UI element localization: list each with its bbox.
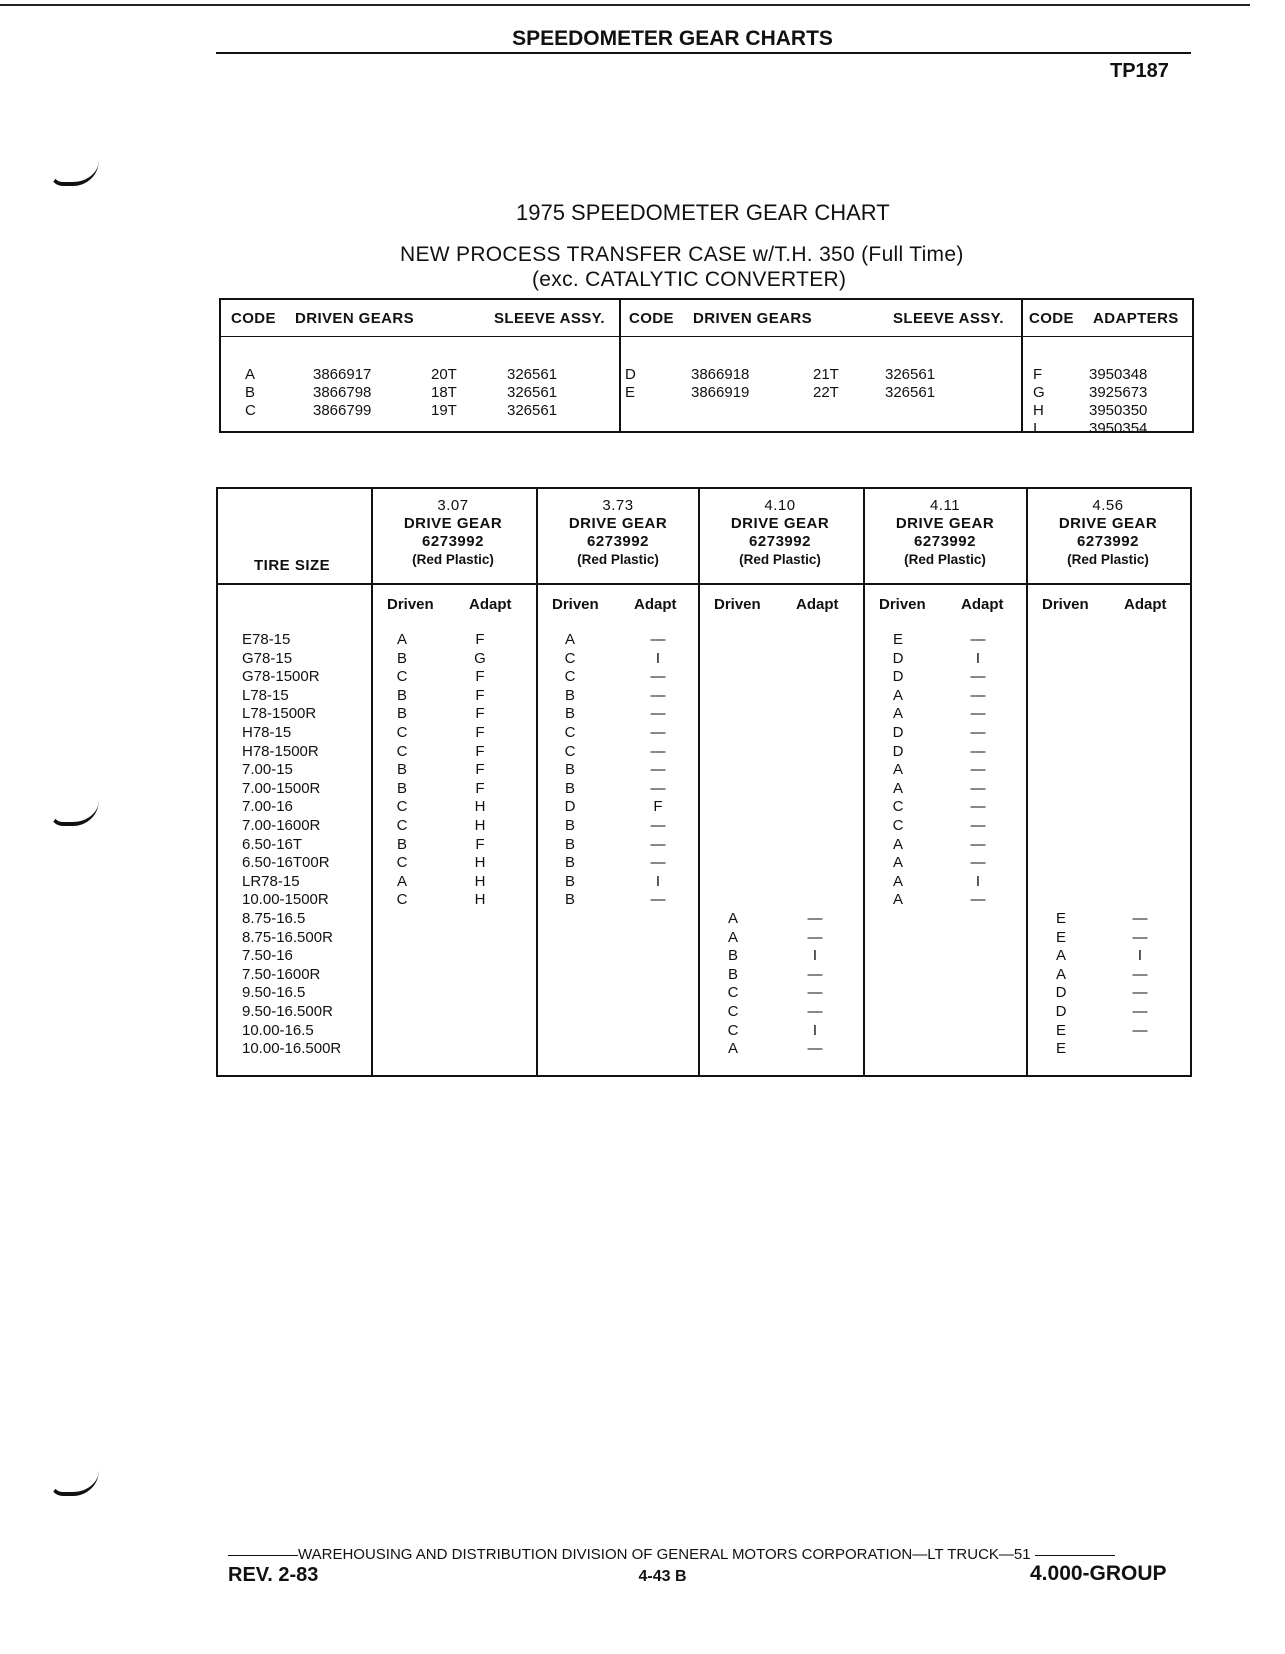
driven-gear-code: D	[892, 668, 904, 685]
driven-gear-code: C	[727, 984, 739, 1001]
driven-gear-code: C	[892, 817, 904, 834]
adapter-code: —	[1132, 910, 1148, 927]
adapter-part-number: 3950350	[1089, 402, 1148, 419]
code-header: CODE	[629, 310, 674, 327]
adapter-part-number: 3950348	[1089, 366, 1148, 383]
adapter-code: —	[1132, 1022, 1148, 1039]
driven-gear-code: B	[396, 761, 407, 778]
driven-subheader: Driven	[1042, 596, 1089, 613]
column-divider	[698, 489, 700, 1075]
driven-gear-code: B	[564, 705, 575, 722]
adapter-code: F	[1033, 366, 1043, 383]
adapter-code: F	[475, 836, 485, 853]
top-edge-rule	[0, 4, 1250, 6]
adapt-subheader: Adapt	[796, 596, 839, 613]
tire-size: 7.50-1600R	[242, 966, 321, 983]
adapter-code: —	[650, 631, 666, 648]
group-number: 4.000-GROUP	[1030, 1562, 1167, 1585]
driven-subheader: Driven	[552, 596, 599, 613]
drive-gear-label: DRIVE GEAR	[568, 515, 668, 532]
adapter-code: I	[655, 650, 661, 667]
adapter-code: —	[650, 891, 666, 908]
driven-gear-code: E	[1055, 929, 1066, 946]
tire-size: 8.75-16.5	[242, 910, 306, 927]
table-rule	[221, 336, 1192, 337]
adapter-code: —	[970, 836, 986, 853]
tire-size: 10.00-16.5	[242, 1022, 314, 1039]
drive-gear-label: DRIVE GEAR	[1058, 515, 1158, 532]
adapter-code: F	[475, 687, 485, 704]
tire-size: 7.00-15	[242, 761, 293, 778]
adapt-subheader: Adapt	[1124, 596, 1167, 613]
tire-size: 7.00-1500R	[242, 780, 321, 797]
adapter-code: F	[475, 780, 485, 797]
driven-gear-code: B	[564, 891, 575, 908]
drive-gear-part-number: 6273992	[914, 533, 976, 550]
tire-size-chart	[216, 487, 1192, 1077]
column-divider	[619, 300, 621, 431]
adapter-code: I	[812, 1022, 818, 1039]
gear-teeth: 22T	[813, 384, 839, 401]
adapter-code: —	[970, 687, 986, 704]
driven-gear-code: A	[892, 705, 903, 722]
footer-division: WAREHOUSING AND DISTRIBUTION DIVISION OF GENERAL MOTORS CORPORATION—LT TRUCK—51	[298, 1546, 1031, 1563]
adapter-code: I	[812, 947, 818, 964]
adapter-code: F	[475, 668, 485, 685]
gear-part-number: 3866917	[313, 366, 372, 383]
driven-gear-code: A	[892, 873, 903, 890]
tire-size: H78-15	[242, 724, 292, 741]
tire-size: L78-1500R	[242, 705, 317, 722]
sleeve-part-number: 326561	[507, 366, 558, 383]
tire-size: 9.50-16.5	[242, 984, 306, 1001]
tire-size: 6.50-16T00R	[242, 854, 330, 871]
driven-gears-header: DRIVEN GEARS	[295, 310, 414, 327]
adapter-code: F	[475, 761, 485, 778]
driven-gear-code: A	[396, 873, 407, 890]
driven-gear-code: A	[564, 631, 575, 648]
sleeve-part-number: 326561	[885, 366, 936, 383]
driven-gear-code: C	[564, 724, 576, 741]
adapter-code: H	[474, 873, 486, 890]
tire-size: 10.00-1500R	[242, 891, 329, 908]
adapter-code: F	[653, 798, 663, 815]
tire-size: 7.50-16	[242, 947, 293, 964]
footer-division-line	[228, 1546, 1190, 1563]
driven-gear-code: C	[564, 668, 576, 685]
driven-gear-code: D	[1055, 1003, 1067, 1020]
adapter-code: —	[650, 817, 666, 834]
driven-gear-code: B	[727, 966, 738, 983]
drive-gear-header	[700, 497, 860, 569]
code-header: CODE	[231, 310, 276, 327]
adapter-code: —	[1132, 929, 1148, 946]
sleeve-part-number: 326561	[507, 384, 558, 401]
driven-gear-code: A	[727, 1040, 738, 1057]
adapter-code: —	[970, 854, 986, 871]
driven-gear-code: C	[396, 854, 408, 871]
adapter-code: —	[970, 891, 986, 908]
drive-gear-part-number: 6273992	[422, 533, 484, 550]
driven-gear-code: A	[727, 929, 738, 946]
driven-subheader: Driven	[714, 596, 761, 613]
drive-gear-part-number: 6273992	[1077, 533, 1139, 550]
adapter-part-number: 3950354	[1089, 420, 1148, 437]
footer-dash	[228, 1555, 298, 1556]
axle-ratio: 3.07	[437, 497, 469, 514]
driven-gear-code: B	[564, 854, 575, 871]
driven-gear-code: C	[396, 891, 408, 908]
sleeve-header: SLEEVE ASSY.	[494, 310, 605, 327]
column-divider	[1021, 300, 1023, 431]
adapter-code: —	[807, 966, 823, 983]
table-rule	[218, 583, 1190, 585]
drive-gear-part-number: 6273992	[749, 533, 811, 550]
driven-gear-code: E	[892, 631, 903, 648]
drive-gear-label: DRIVE GEAR	[730, 515, 830, 532]
driven-gear-code: C	[892, 798, 904, 815]
adapter-code: —	[970, 705, 986, 722]
adapter-code: I	[975, 650, 981, 667]
adapter-code: —	[807, 1003, 823, 1020]
adapter-code: —	[650, 761, 666, 778]
gear-part-number: 3866919	[691, 384, 750, 401]
driven-gear-code: E	[1055, 1022, 1066, 1039]
adapter-code: —	[1132, 984, 1148, 1001]
driven-gear-code: B	[727, 947, 738, 964]
drive-gear-label: DRIVE GEAR	[895, 515, 995, 532]
adapter-code: I	[1137, 947, 1143, 964]
chart-subtitle-2: (exc. CATALYTIC CONVERTER)	[532, 268, 847, 291]
adapters-header: ADAPTERS	[1093, 310, 1179, 327]
driven-gear-code: A	[892, 687, 903, 704]
driven-gear-code: B	[564, 817, 575, 834]
column-divider	[863, 489, 865, 1075]
driven-gear-code: A	[1055, 966, 1066, 983]
driven-gear-code: C	[396, 668, 408, 685]
tire-size: L78-15	[242, 687, 289, 704]
adapter-code: —	[650, 724, 666, 741]
gear-code: E	[625, 384, 636, 401]
sleeve-part-number: 326561	[507, 402, 558, 419]
drive-gear-label: DRIVE GEAR	[403, 515, 503, 532]
tire-size: LR78-15	[242, 873, 300, 890]
gear-part-number: 3866799	[313, 402, 372, 419]
adapt-subheader: Adapt	[634, 596, 677, 613]
drive-gear-material: (Red Plastic)	[1067, 552, 1149, 567]
column-divider	[371, 489, 373, 1075]
drive-gear-header	[865, 497, 1025, 569]
gear-teeth: 18T	[431, 384, 457, 401]
gear-teeth: 20T	[431, 366, 457, 383]
driven-gear-code: D	[1055, 984, 1067, 1001]
gear-code: A	[245, 366, 256, 383]
driven-gear-code: A	[1055, 947, 1066, 964]
axle-ratio: 4.10	[764, 497, 796, 514]
driven-gear-code: A	[892, 780, 903, 797]
gear-part-number: 3866918	[691, 366, 750, 383]
gear-code: D	[625, 366, 636, 383]
driven-gear-code: A	[892, 854, 903, 871]
driven-gear-code: A	[892, 761, 903, 778]
drive-gear-header	[373, 497, 533, 569]
driven-gear-code: C	[727, 1003, 739, 1020]
driven-gear-code: B	[564, 836, 575, 853]
driven-subheader: Driven	[879, 596, 926, 613]
adapter-code: I	[655, 873, 661, 890]
doc-code: TP187	[1110, 60, 1169, 82]
tire-size: H78-1500R	[242, 743, 319, 760]
driven-gears-header: DRIVEN GEARS	[693, 310, 812, 327]
adapter-code: —	[970, 668, 986, 685]
gear-code-table	[219, 298, 1194, 437]
adapter-code: H	[474, 854, 486, 871]
driven-gear-code: B	[564, 687, 575, 704]
adapt-subheader: Adapt	[961, 596, 1004, 613]
adapter-code: I	[975, 873, 981, 890]
driven-gear-code: C	[396, 743, 408, 760]
adapter-code: H	[474, 798, 486, 815]
adapter-code: —	[807, 929, 823, 946]
tire-size: 8.75-16.500R	[242, 929, 333, 946]
driven-gear-code: E	[1055, 910, 1066, 927]
driven-gear-code: B	[396, 687, 407, 704]
driven-gear-code: B	[396, 650, 407, 667]
tire-size: 9.50-16.500R	[242, 1003, 333, 1020]
driven-gear-code: B	[564, 873, 575, 890]
adapter-code: H	[474, 817, 486, 834]
adapter-code: —	[650, 743, 666, 760]
axle-ratio: 4.11	[929, 497, 961, 514]
adapter-code: G	[1033, 384, 1045, 401]
adapter-code: I	[1033, 420, 1038, 437]
gear-code: C	[245, 402, 256, 419]
driven-gear-code: C	[396, 724, 408, 741]
tire-size: E78-15	[242, 631, 291, 648]
adapter-code: —	[650, 836, 666, 853]
gear-teeth: 21T	[813, 366, 839, 383]
adapter-code: —	[1132, 966, 1148, 983]
gear-teeth: 19T	[431, 402, 457, 419]
column-divider	[1026, 489, 1028, 1075]
page-number: 4-43 B	[638, 1568, 687, 1585]
adapter-code: H	[1033, 402, 1044, 419]
driven-gear-code: B	[564, 780, 575, 797]
driven-gear-code: B	[564, 761, 575, 778]
adapter-part-number: 3925673	[1089, 384, 1148, 401]
driven-gear-code: B	[396, 705, 407, 722]
driven-gear-code: B	[396, 836, 407, 853]
driven-gear-code: C	[396, 817, 408, 834]
tire-size: 7.00-1600R	[242, 817, 321, 834]
gear-code: B	[245, 384, 256, 401]
revision: REV. 2-83	[228, 1564, 319, 1586]
adapter-code: —	[970, 761, 986, 778]
binder-hole-mark	[50, 160, 99, 186]
driven-gear-code: D	[564, 798, 576, 815]
driven-gear-code: C	[564, 743, 576, 760]
adapter-code: —	[970, 631, 986, 648]
adapter-code: —	[807, 984, 823, 1001]
driven-gear-code: B	[396, 780, 407, 797]
adapter-code: F	[475, 724, 485, 741]
drive-gear-part-number: 6273992	[587, 533, 649, 550]
adapter-code: —	[650, 668, 666, 685]
adapter-code: —	[970, 724, 986, 741]
adapter-code: —	[807, 1040, 823, 1057]
adapter-code: —	[650, 705, 666, 722]
adapter-code: —	[1132, 1003, 1148, 1020]
drive-gear-header	[1028, 497, 1188, 569]
tire-size: 6.50-16T	[242, 836, 303, 853]
tire-size-header: TIRE SIZE	[254, 557, 331, 574]
tire-size: 10.00-16.500R	[242, 1040, 342, 1057]
driven-gear-code: E	[1055, 1040, 1066, 1057]
adapter-code: —	[970, 798, 986, 815]
code-header: CODE	[1029, 310, 1074, 327]
chart-subtitle-1: NEW PROCESS TRANSFER CASE w/T.H. 350 (Full Time)	[400, 243, 964, 266]
footer-dash	[1035, 1555, 1115, 1556]
driven-gear-code: A	[892, 891, 903, 908]
driven-gear-code: A	[396, 631, 407, 648]
driven-gear-code: C	[564, 650, 576, 667]
drive-gear-material: (Red Plastic)	[739, 552, 821, 567]
drive-gear-header	[538, 497, 698, 569]
adapter-code: —	[650, 780, 666, 797]
header-title: SPEEDOMETER GEAR CHARTS	[512, 27, 833, 50]
adapt-subheader: Adapt	[469, 596, 512, 613]
binder-hole-mark	[50, 1470, 99, 1496]
adapter-code: —	[970, 817, 986, 834]
adapter-code: G	[474, 650, 486, 667]
adapter-code: —	[970, 743, 986, 760]
driven-gear-code: C	[727, 1022, 739, 1039]
sleeve-header: SLEEVE ASSY.	[893, 310, 1004, 327]
binder-hole-mark	[50, 800, 99, 826]
driven-gear-code: C	[396, 798, 408, 815]
tire-size: G78-15	[242, 650, 293, 667]
adapter-code: F	[475, 705, 485, 722]
tire-size: 7.00-16	[242, 798, 293, 815]
column-divider	[536, 489, 538, 1075]
drive-gear-material: (Red Plastic)	[577, 552, 659, 567]
driven-gear-code: D	[892, 724, 904, 741]
header-rule	[216, 52, 1191, 54]
tire-size: G78-1500R	[242, 668, 320, 685]
gear-part-number: 3866798	[313, 384, 372, 401]
adapter-code: —	[650, 854, 666, 871]
adapter-code: —	[970, 780, 986, 797]
driven-gear-code: D	[892, 650, 904, 667]
driven-gear-code: A	[727, 910, 738, 927]
driven-subheader: Driven	[387, 596, 434, 613]
axle-ratio: 3.73	[602, 497, 634, 514]
adapter-code: F	[475, 743, 485, 760]
chart-title: 1975 SPEEDOMETER GEAR CHART	[516, 200, 890, 225]
drive-gear-material: (Red Plastic)	[904, 552, 986, 567]
adapter-code: H	[474, 891, 486, 908]
sleeve-part-number: 326561	[885, 384, 936, 401]
axle-ratio: 4.56	[1092, 497, 1124, 514]
adapter-code: —	[650, 687, 666, 704]
drive-gear-material: (Red Plastic)	[412, 552, 494, 567]
adapter-code: F	[475, 631, 485, 648]
driven-gear-code: D	[892, 743, 904, 760]
adapter-code: —	[807, 910, 823, 927]
driven-gear-code: A	[892, 836, 903, 853]
